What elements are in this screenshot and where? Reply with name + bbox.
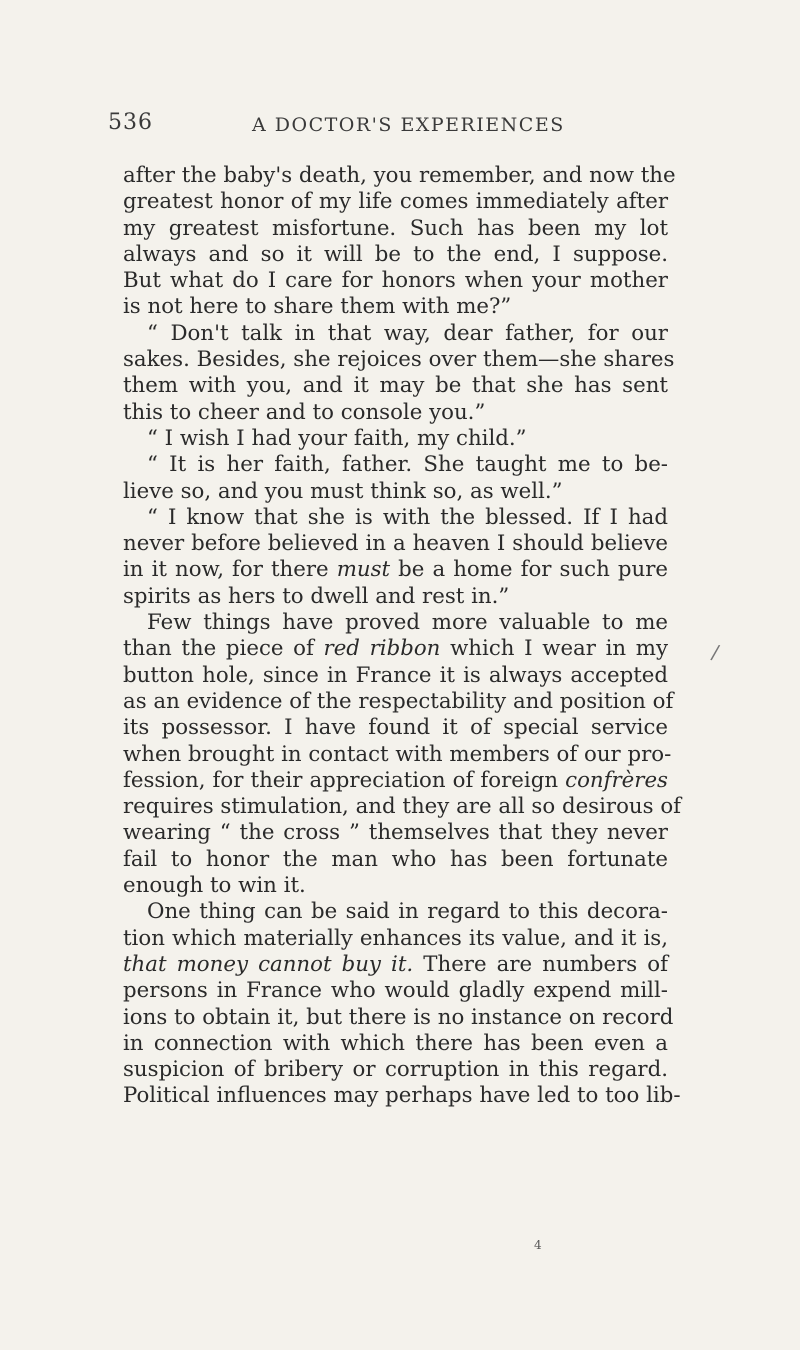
text-line (123, 505, 668, 531)
text-line (123, 452, 668, 478)
text-line (123, 321, 668, 347)
text-line (123, 189, 668, 215)
page-number: 536 (108, 110, 153, 135)
text-line (123, 899, 668, 925)
text-line (123, 688, 674, 715)
text-line (123, 347, 675, 373)
text-segment: its possessor. I have found it of special service (123, 715, 668, 741)
text-segment: “ I wish I had your faith, my child.” (147, 425, 527, 451)
text-segment: which I wear in my (440, 636, 669, 662)
text-segment: as an evidence of the respectability and position of (123, 688, 674, 714)
text-segment: enough to win it. (123, 873, 306, 899)
text-line (123, 794, 682, 820)
text-segment: never before believed in a heaven I should believe (123, 531, 668, 557)
text-line (123, 426, 668, 452)
text-line (123, 1057, 668, 1083)
text-segment: this to cheer and to console you.” (123, 399, 486, 425)
text-segment: is not here to share them with me?” (123, 294, 512, 320)
text-segment: There are numbers of (413, 951, 669, 977)
text-line (123, 663, 668, 689)
text-line (123, 373, 668, 399)
text-segment: them with you, and it may be that she has sent (123, 373, 668, 399)
text-line (123, 1083, 681, 1109)
text-line (123, 294, 668, 320)
text-segment: tion which materially enhances its value, and it is, (123, 925, 668, 951)
text-segment: after the baby's death, you remember, and now the (123, 163, 676, 188)
text-segment: “ Don't talk in that way, dear father, for our (147, 320, 668, 346)
running-head: A DOCTOR'S EXPERIENCES (252, 114, 565, 136)
text-line (123, 768, 668, 794)
text-line (123, 636, 668, 662)
text-line (123, 268, 668, 294)
text-line (123, 163, 676, 189)
text-line (123, 610, 668, 636)
text-segment: in it now, for there (123, 557, 337, 583)
text-segment: fail to honor the man who has been fortunate (123, 846, 668, 872)
text-segment: suspicion of bribery or corruption in this regard. (123, 1057, 668, 1083)
text-segment: Few things have proved more valuable to me (147, 610, 668, 636)
text-segment: Political influences may perhaps have led to too lib- (123, 1083, 681, 1109)
text-segment: my greatest misfortune. Such has been my lot (123, 215, 668, 241)
text-segment: persons in France who would gladly expend mill- (123, 978, 668, 1004)
text-line (123, 400, 668, 426)
text-segment: be a home for such pure (390, 557, 668, 583)
text-line (123, 479, 668, 505)
text-segment: requires stimulation, and they are all so desirous of (123, 794, 682, 820)
text-segment: lieve so, and you must think so, as well.” (123, 478, 563, 504)
text-segment: when brought in contact with members of our pro- (123, 741, 672, 767)
text-line (123, 978, 668, 1004)
text-segment: fession, for their appreciation of foreign (123, 767, 566, 793)
text-line (123, 531, 668, 557)
text-segment: “ It is her faith, father. She taught me to be- (147, 452, 668, 478)
text-segment: sakes. Besides, she rejoices over them—she shares (123, 347, 675, 373)
text-line (123, 952, 668, 978)
text-line (123, 741, 672, 768)
text-line (123, 557, 668, 583)
text-segment: One thing can be said in regard to this decora- (147, 899, 668, 925)
text-segment: spirits as hers to dwell and rest in.” (123, 583, 510, 609)
italic-segment: must (336, 557, 391, 583)
text-segment: But what do I care for honors when your mother (123, 268, 668, 294)
text-line (123, 584, 668, 610)
text-line (123, 820, 668, 846)
text-segment: “ I know that she is with the blessed. If I had (147, 504, 668, 530)
text-segment: always and so it will be to the end, I suppose. (123, 241, 668, 267)
text-segment: greatest honor of my life comes immediately after (123, 189, 668, 215)
text-line (123, 1031, 668, 1057)
text-line (123, 873, 668, 899)
text-line (123, 847, 668, 873)
body-text (123, 163, 682, 1110)
text-line (123, 1004, 674, 1031)
text-line (123, 926, 668, 952)
italic-segment: confrères (565, 767, 668, 793)
text-line (123, 216, 668, 242)
text-segment: button hole, since in France it is always accepted (123, 662, 668, 688)
text-segment: than the piece of (123, 636, 324, 662)
text-segment: ions to obtain it, but there is no instance on record (123, 1004, 674, 1030)
text-line (123, 715, 668, 741)
italic-segment: red ribbon (323, 636, 441, 662)
text-segment: in connection with which there has been even a (123, 1030, 668, 1056)
text-segment: wearing “ the cross ” themselves that they never (123, 820, 668, 846)
signature-mark: 4 (534, 1238, 542, 1252)
italic-segment: that money cannot buy it. (123, 951, 414, 977)
margin-slash-mark: / (709, 639, 722, 665)
text-line (123, 242, 668, 268)
